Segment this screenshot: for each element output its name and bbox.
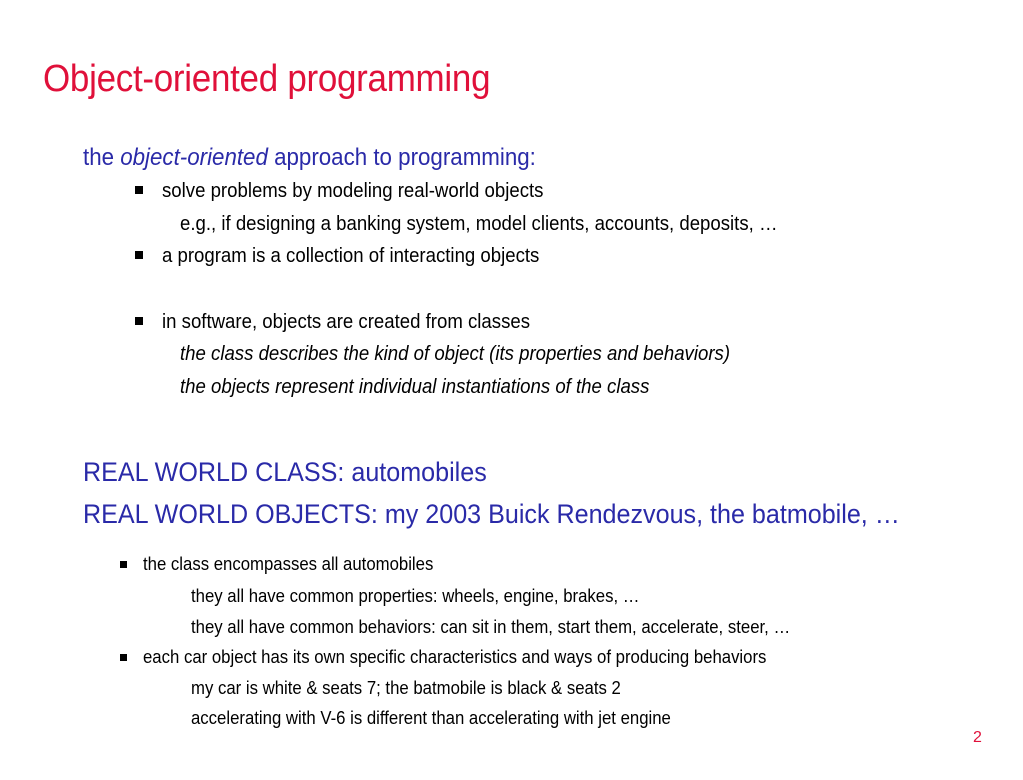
intro-prefix: the [83,144,121,171]
page-number: 2 [973,729,982,746]
bullet-5: each car object has its own specific characteristics and ways of producing behaviors [143,647,767,667]
class-line-1: the class describes the kind of object (its properties and behaviors) [180,343,731,365]
sub-bullet-properties: they all have common properties: wheels, engine, brakes, … [191,586,640,606]
bullet-2: a program is a collection of interacting objects [162,245,540,267]
bullet-icon [135,186,143,194]
slide-title: Object-oriented programming [43,58,491,100]
bullet-icon [120,561,127,568]
sub-bullet-accelerating: accelerating with V-6 is different than accelerating with jet engine [191,708,671,728]
intro-emphasis: object-oriented [120,144,268,171]
bullet-icon [135,251,143,259]
sub-bullet-behaviors: they all have common behaviors: can sit in them, start them, accelerate, steer, … [191,617,791,637]
bullet-1: solve problems by modeling real-world objects [162,180,544,202]
bullet-icon [120,654,127,661]
bullet-4: the class encompasses all automobiles [143,554,434,574]
bullet-icon [135,317,143,325]
bullet-3: in software, objects are created from classes [162,311,531,333]
real-world-objects: REAL WORLD OBJECTS: my 2003 Buick Rendezvous, the batmobile, … [83,499,900,529]
bullet-1-example: e.g., if designing a banking system, model clients, accounts, deposits, … [180,213,778,235]
class-line-2: the objects represent individual instantiations of the class [180,376,650,398]
intro-suffix: approach to programming: [267,144,536,171]
real-world-class: REAL WORLD CLASS: automobiles [83,457,487,487]
sub-bullet-car: my car is white & seats 7; the batmobile is black & seats 2 [191,678,621,698]
intro-line [83,146,536,170]
